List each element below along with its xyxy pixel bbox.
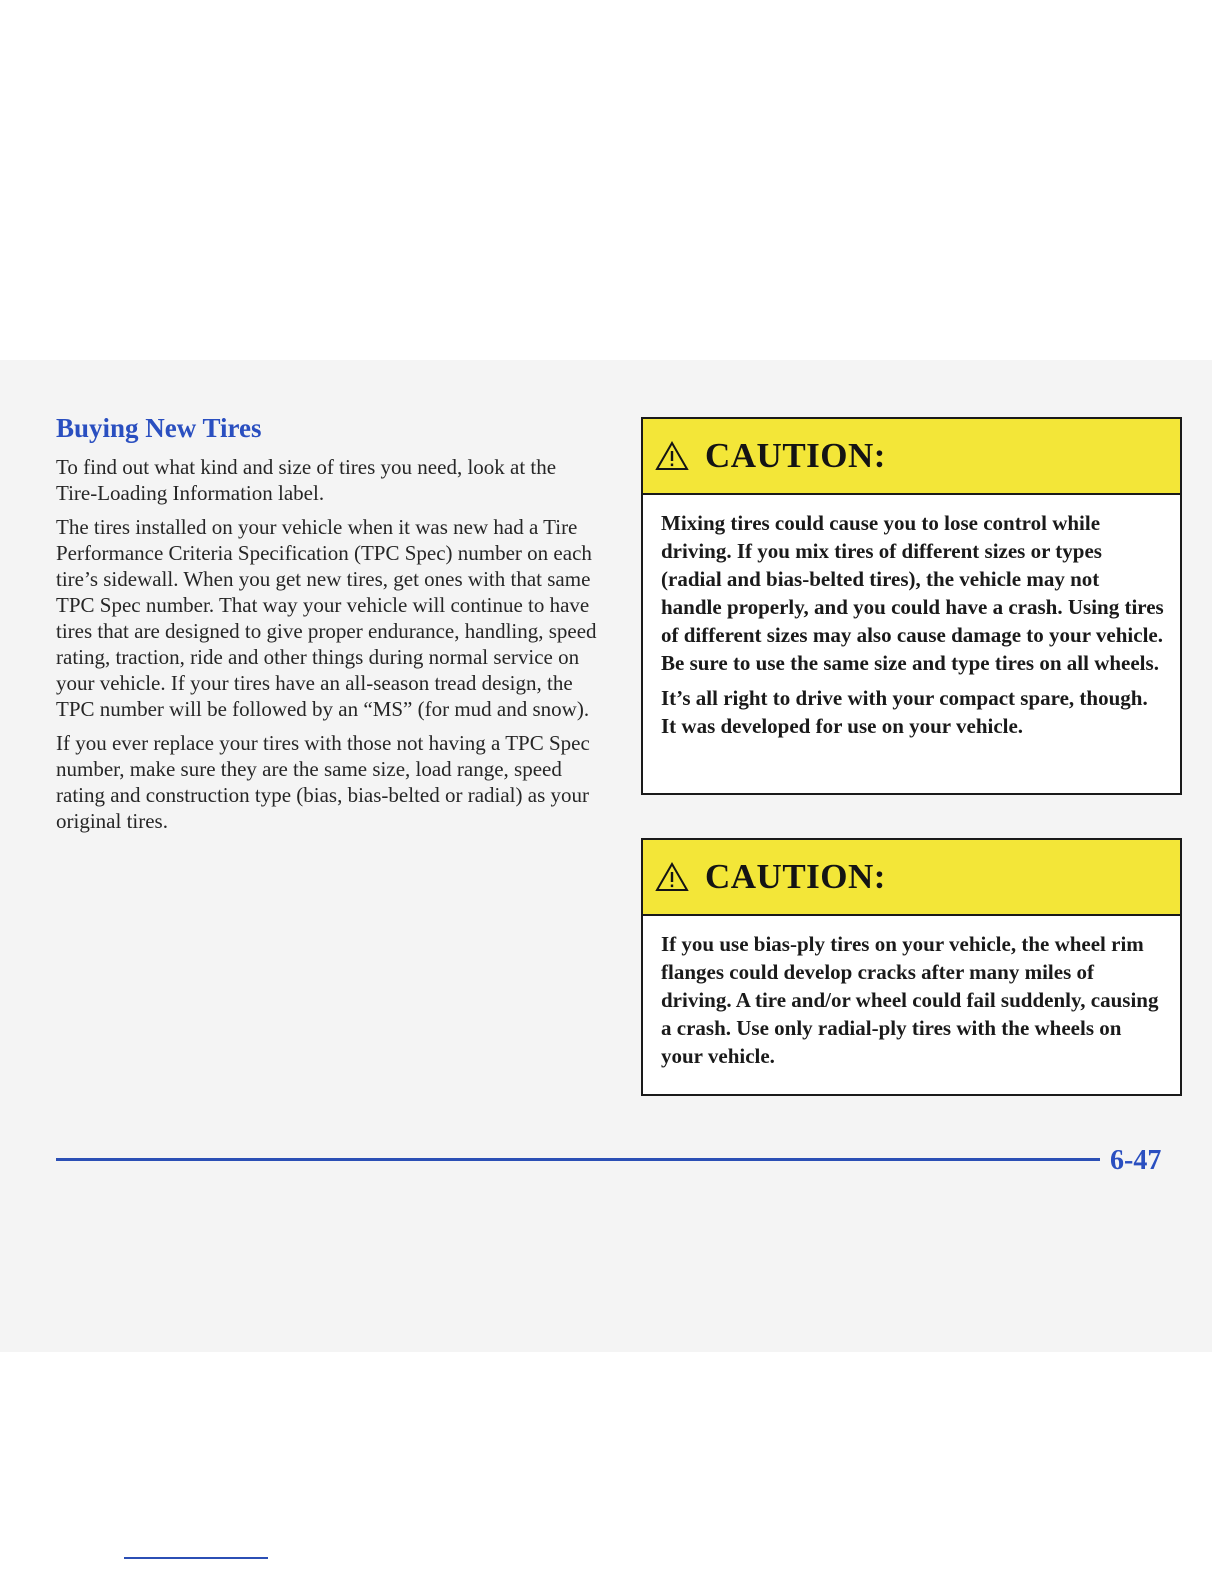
section-heading: Buying New Tires <box>56 413 262 443</box>
warning-triangle-icon <box>655 862 689 892</box>
caution-header <box>643 840 1180 916</box>
caution-box-bias-ply <box>641 838 1182 1096</box>
page-number: 6-47 <box>1110 1145 1162 1176</box>
caution-paragraph: Mixing tires could cause you to lose control while driving. If you mix tires of different sizes or types (radial and bias-belted tires), the vehicle may not handle properly, and you could have a crash. Using tires of different sizes may also cause damage to your vehicle. Be sure to use the same size and type tires on all wheels. <box>661 511 1164 675</box>
footer-rule <box>56 1158 1100 1161</box>
buying-new-tires-section <box>56 408 601 842</box>
body-paragraph: If you ever replace your tires with those not having a TPC Spec number, make sure they are the same size, load range, speed rating and construction type (bias, bias-belted or radial) as your original tires. <box>56 731 590 833</box>
caution-title: CAUTION: <box>705 857 886 896</box>
caution-paragraph: If you use bias-ply tires on your vehicle, the wheel rim flanges could develop cracks after many miles of driving. A tire and/or wheel could fail suddenly, causing a crash. Use only radial-ply tires with the wheels on your vehicle. <box>661 932 1159 1068</box>
caution-body <box>643 916 1180 1070</box>
caution-body <box>643 495 1180 740</box>
warning-triangle-icon <box>655 441 689 471</box>
bottom-rule <box>124 1557 268 1559</box>
body-paragraph: To find out what kind and size of tires you need, look at the Tire-Loading Information label. <box>56 455 557 505</box>
caution-title: CAUTION: <box>705 436 886 475</box>
caution-paragraph: It’s all right to drive with your compact spare, though. It was developed for use on your vehicle. <box>661 686 1148 738</box>
body-paragraph: The tires installed on your vehicle when it was new had a Tire Performance Criteria Specification (TPC Spec) number on each tire’s sidewall. When you get new tires, get ones with that same TPC Spec number. That way your vehicle will continue to have tires that are designed to give proper endurance, handling, speed rating, traction, ride and other things during normal service on your vehicle. If your tires have an all-season tread design, the TPC number will be followed by an “MS” (for mud and snow). <box>56 515 597 721</box>
caution-header <box>643 419 1180 495</box>
caution-box-mixing-tires <box>641 417 1182 795</box>
